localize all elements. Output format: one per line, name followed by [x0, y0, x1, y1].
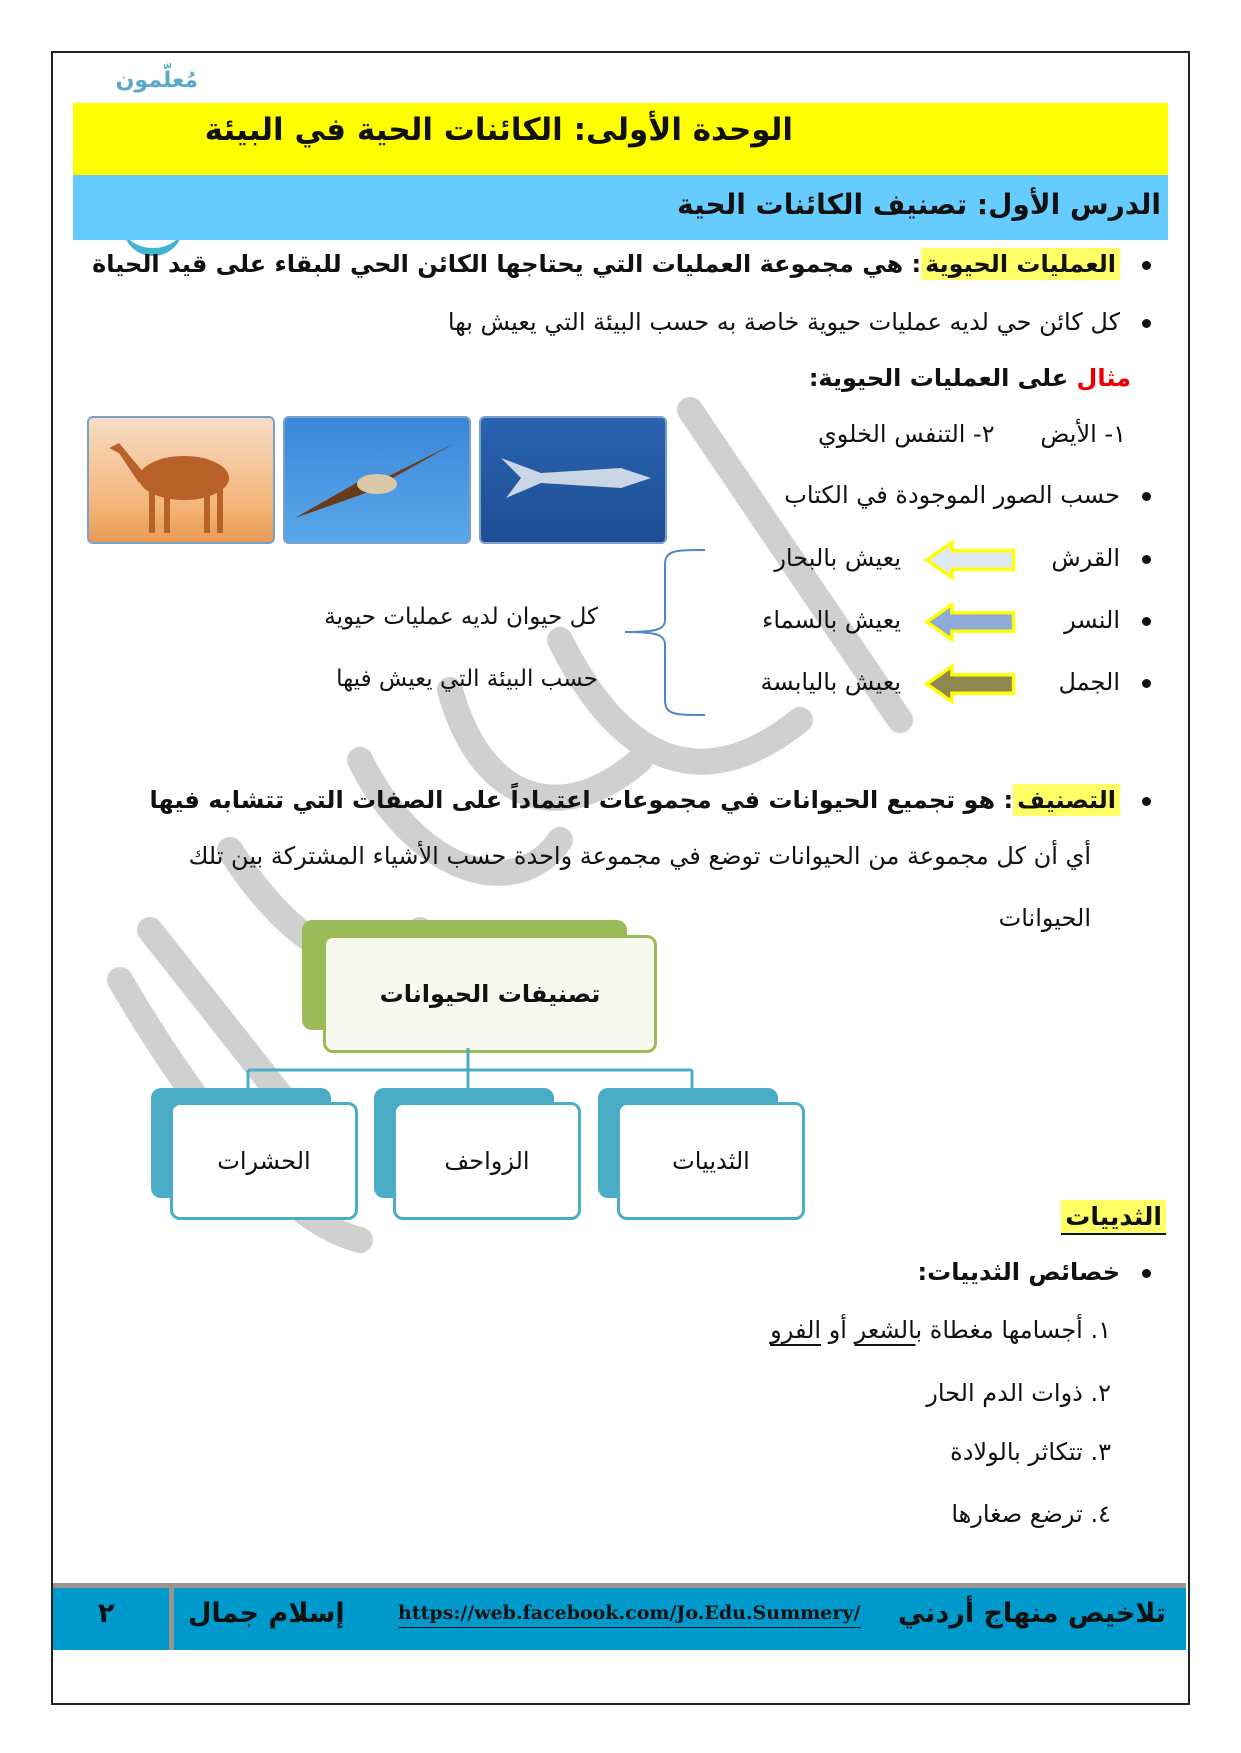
- diagram-node-reptiles: [393, 1102, 581, 1220]
- examples-list: ١- الأيض ٢- التنفس الخلوي: [817, 420, 1126, 448]
- definition-text: : هي مجموعة العمليات التي يحتاجها الكائن الحي للبقاء على قيد الحياة: [92, 250, 922, 278]
- bullet-icon: [1142, 492, 1151, 501]
- footer: [53, 1588, 1186, 1650]
- node-label: الحشرات: [217, 1147, 311, 1175]
- classification-definition: [149, 786, 1151, 814]
- bullet-icon: [1142, 679, 1151, 688]
- animal-name: الجمل: [1058, 668, 1120, 696]
- feature-hair: الشعر: [854, 1316, 916, 1344]
- habitat-text: يعيش بالسماء: [762, 606, 901, 634]
- arrow-left-icon: [921, 602, 1021, 642]
- diagram-root-label: تصنيفات الحيوانات: [379, 980, 601, 1008]
- feature-or: أو: [821, 1316, 855, 1344]
- lesson-title: الدرس الأول: تصنيف الكائنات الحية: [677, 188, 1161, 221]
- example-rest: على العمليات الحيوية:: [808, 364, 1077, 392]
- feature-item: ٤. ترضع صغارها: [951, 1500, 1111, 1528]
- term-vital-processes: العمليات الحيوية: [921, 248, 1120, 280]
- curly-brace-icon: [620, 545, 710, 720]
- footer-author: إسلام جمال: [188, 1598, 345, 1629]
- feature-item: ٣. تتكاثر بالولادة: [950, 1438, 1111, 1466]
- diagram-node-insects: [170, 1102, 358, 1220]
- bullet-icon: [1142, 797, 1151, 806]
- node-label: الثدييات: [672, 1147, 750, 1175]
- vital-processes-note: [448, 308, 1151, 336]
- bullet-icon: [1142, 617, 1151, 626]
- bullet-icon: [1142, 1269, 1151, 1278]
- feature-item: ٢. ذوات الدم الحار: [926, 1379, 1111, 1407]
- unit-title: الوحدة الأولى: الكائنات الحية في البيئة: [204, 112, 793, 148]
- animal-name: النسر: [1064, 606, 1120, 634]
- diagram-connectors: [240, 1048, 700, 1093]
- feature-fur: الفرو: [770, 1316, 822, 1344]
- feature-item: [770, 1316, 1111, 1344]
- arrow-left-icon: [921, 664, 1021, 704]
- animal-name: القرش: [1051, 544, 1120, 572]
- brace-text-2: حسب البيئة التي يعيش فيها: [336, 666, 598, 692]
- brace-text-1: كل حيوان لديه عمليات حيوية: [324, 604, 598, 630]
- pictures-note: [784, 481, 1151, 509]
- logo-text: مُعلّمون: [115, 68, 198, 93]
- footer-facebook-link[interactable]: https://web.facebook.com/Jo.Edu.Summery/: [398, 1602, 861, 1624]
- camel-image: [87, 416, 275, 544]
- example-heading: [809, 364, 1131, 392]
- eagle-image: [283, 416, 471, 544]
- node-label: الزواحف: [444, 1147, 530, 1175]
- arrow-left-icon: [921, 540, 1021, 580]
- shark-image: [479, 416, 667, 544]
- page-number: ٢: [98, 1598, 115, 1629]
- habitat-text: يعيش باليابسة: [760, 668, 901, 696]
- footer-brand: تلاخيص منهاج أردني: [897, 1598, 1166, 1629]
- mammals-features-title: [918, 1258, 1152, 1286]
- definition-text: : هو تجميع الحيوانات في مجموعات اعتماداً على الصفات التي تتشابه فيها: [149, 786, 1014, 814]
- diagram-root: [323, 935, 657, 1053]
- bullet-icon: [1142, 319, 1151, 328]
- mammals-heading-label: الثدييات: [1061, 1200, 1166, 1235]
- bullet-icon: [1142, 555, 1151, 564]
- classification-explanation: أي أن كل مجموعة من الحيوانات توضع في مجموعة واحدة حسب الأشياء المشتركة بين تلك: [188, 842, 1091, 870]
- mammals-heading: [1061, 1202, 1166, 1231]
- features-title-text: خصائص الثدييات:: [917, 1258, 1120, 1286]
- term-classification: التصنيف: [1013, 784, 1120, 816]
- classification-explanation-cont: الحيوانات: [998, 904, 1091, 932]
- example-label: مثال: [1076, 364, 1131, 392]
- feature-text: ١. أجسامها مغطاة ب: [915, 1316, 1111, 1344]
- note-text: كل كائن حي لديه عمليات حيوية خاصة به حسب البيئة التي يعيش بها: [447, 308, 1120, 336]
- footer-separator: [169, 1588, 174, 1650]
- vital-processes-definition: [92, 250, 1151, 278]
- pictures-text: حسب الصور الموجودة في الكتاب: [784, 481, 1120, 509]
- diagram-node-mammals: [617, 1102, 805, 1220]
- bullet-icon: [1142, 261, 1151, 270]
- habitat-text: يعيش بالبحار: [774, 544, 901, 572]
